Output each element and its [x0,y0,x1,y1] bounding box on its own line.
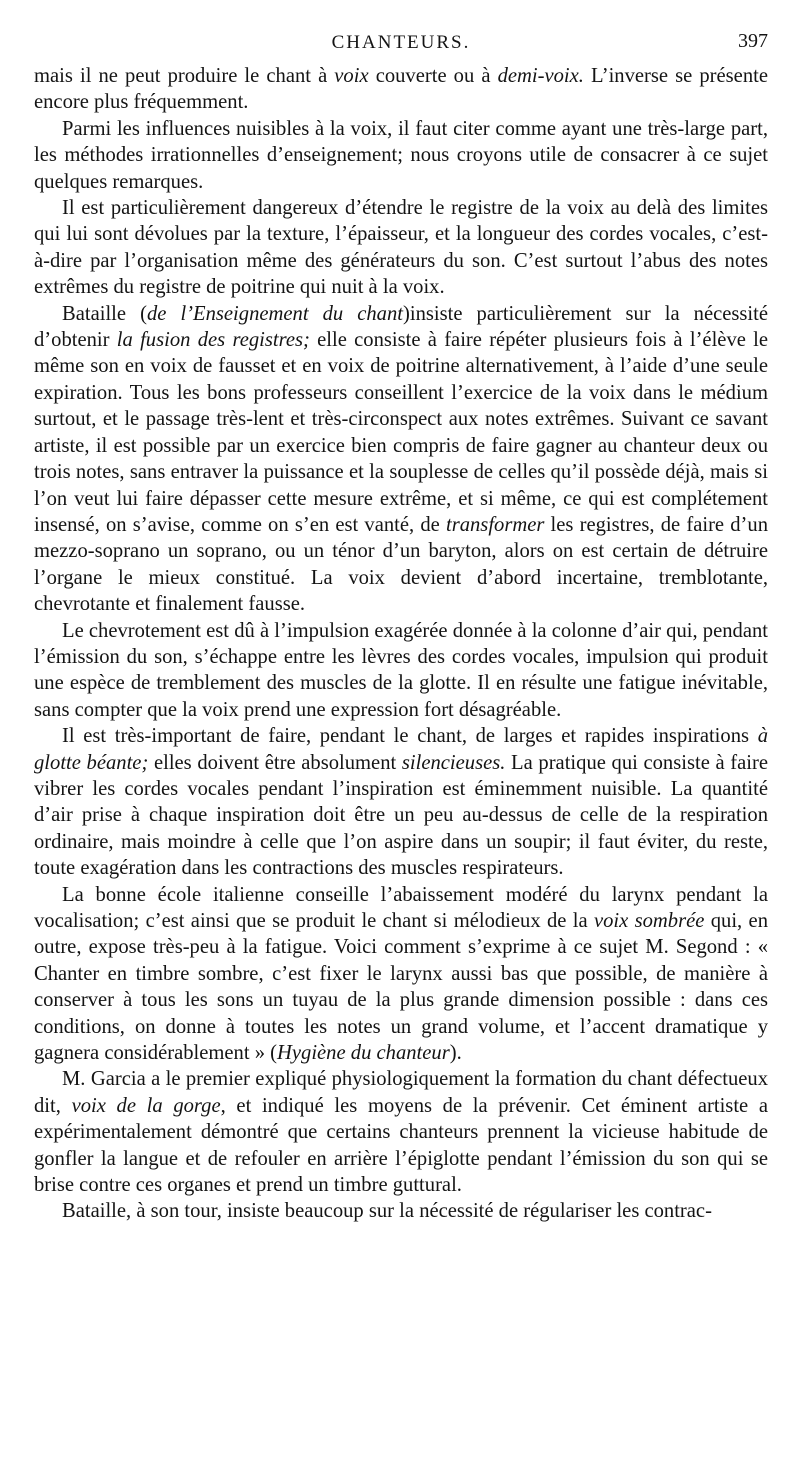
italic-run: voix de la gorge [71,1094,221,1117]
text-run: ). [449,1042,462,1065]
text-run: qui, en outre, expose très-peu à la fatigue. Voici comment s’exprime à ce sujet M. Segond : « Chanter en timbre sombre, c’est fixer le larynx aussi bas que possible, de manière à conserver à tous les sons un tuyau de la plus grande dimension possible : dans ces conditions, on donne à toutes les notes un grand volume, et l’accent dramatique y gagnera considérablement » ( [34,910,768,1065]
paragraph [34,882,768,1067]
paragraph [34,1198,768,1224]
italic-run: silencieuses. [401,751,506,774]
italic-run: voix [334,65,369,87]
paragraph [34,195,768,301]
text-run: Il est très-important de faire, pendant le chant, de larges et rapides inspirations [62,725,758,748]
text-run: La bonne école italienne conseille l’abaissement modéré du larynx pendant la vocalisation; c’est ainsi que se produit le chant si mélodieux de la [34,883,768,932]
text-run: couverte ou à [368,65,498,87]
italic-run: de l’Enseignement du chant [146,302,403,325]
text-run: Parmi les influences nuisibles à la voix, il faut citer comme ayant une très-large part, les méthodes irrationnelles d’enseignement; nous croyons utile de consacrer à ce sujet quelques remarques. [34,117,768,193]
page-number: 397 [738,30,768,52]
text-run: M. Garcia a le premier expliqué physiologiquement la formation du chant défectueux dit, [34,1068,768,1117]
paragraph [34,1066,768,1198]
italic-run: à glotte béante; [34,725,768,774]
text-run: elle consiste à faire répéter plusieurs fois à l’élève le même son en voix de fausset et en voix de poitrine alternativement, à l’aide d’une seule expiration. Tous les bons professeurs conseillent l’exercice de la voix dans le médium surtout, et le passage très-lent et très-circonspect aux notes extrêmes. Suivant ce savant artiste, il est possible par un exercice bien compris de faire gagner au chanteur deux ou trois notes, sans entraver la puissance et la souplesse de celles qu’il possède déjà, mais si l’on veut lui faire dépasser cette mesure extrême, et si même, ce qui est complétement insensé, on s’avise, comme on s’en est vanté, de [34,329,769,536]
paragraph [34,723,768,881]
text-run: mais il ne peut produire le chant à [34,65,335,87]
text-run: L’inverse se présente encore plus fréquemment. [34,65,768,114]
text-run: les registres, de faire d’un mezzo-soprano un soprano, ou un ténor d’un baryton, alors on est certain de détruire l’organe le mieux constitué. La voix devient d’abord incertaine, tremblotante, chevrotante et finalement fausse. [34,513,769,616]
italic-run: Hygiène du chanteur [277,1042,450,1065]
text-run: La pratique qui consiste à faire vibrer les cordes vocales pendant l’inspiration est éminemment nuisible. La quantité d’air prise à chaque inspiration doit être un peu au-dessus de celle de la respiration ordinaire, mais moindre à celle que l’on aspire dans un soupir; il faut éviter, du reste, toute exagération dans les contractions des muscles respirateurs. [34,751,768,880]
text-run: , et indiqué les moyens de la prévenir. Cet éminent artiste a expérimentalement démontré que certains chanteurs prennent la vicieuse habitude de gonfler la langue et de refouler en arrière l’épiglotte pendant l’émission du son qui se brise contre ces organes et prend un timbre guttural. [34,1094,768,1197]
italic-run: la fusion des registres; [116,329,310,352]
body-text [34,63,768,1225]
text-run: )insiste particulièrement sur la nécessité d’obtenir [34,302,768,352]
paragraph [34,116,768,195]
text-run: Il est particulièrement dangereux d’étendre le registre de la voix au delà des limites qui lui sont dévolues par la texture, l’épaisseur, et la longueur des cordes vocales, c’est-à-dire par l’organisation même des générateurs du son. C’est surtout l’abus des notes extrêmes du registre de poitrine qui nuit à la voix. [34,197,768,299]
paragraph [34,301,768,618]
text-run: Bataille ( [62,302,147,325]
text-run: Le chevrotement est dû à l’impulsion exagérée donnée à la colonne d’air qui, pendant l’émission du son, s’échappe entre les lèvres des cordes vocales, impulsion qui produit une espèce de tremblement des muscles de la glotte. Il en résulte une fatigue inévitable, sans compter que la voix prend une expression fort désagréable. [34,619,768,721]
paragraph [34,618,768,724]
italic-run: voix sombrée [593,910,705,932]
paragraph [34,63,768,116]
page-header [34,30,768,56]
text-run: elles doivent être absolument [148,751,402,774]
italic-run: demi-voix. [497,65,584,87]
italic-run: transformer [445,513,545,536]
text-run: Bataille, à son tour, insiste beaucoup sur la nécessité de régulariser les contrac- [62,1200,712,1223]
running-title: CHANTEURS. [331,32,471,53]
